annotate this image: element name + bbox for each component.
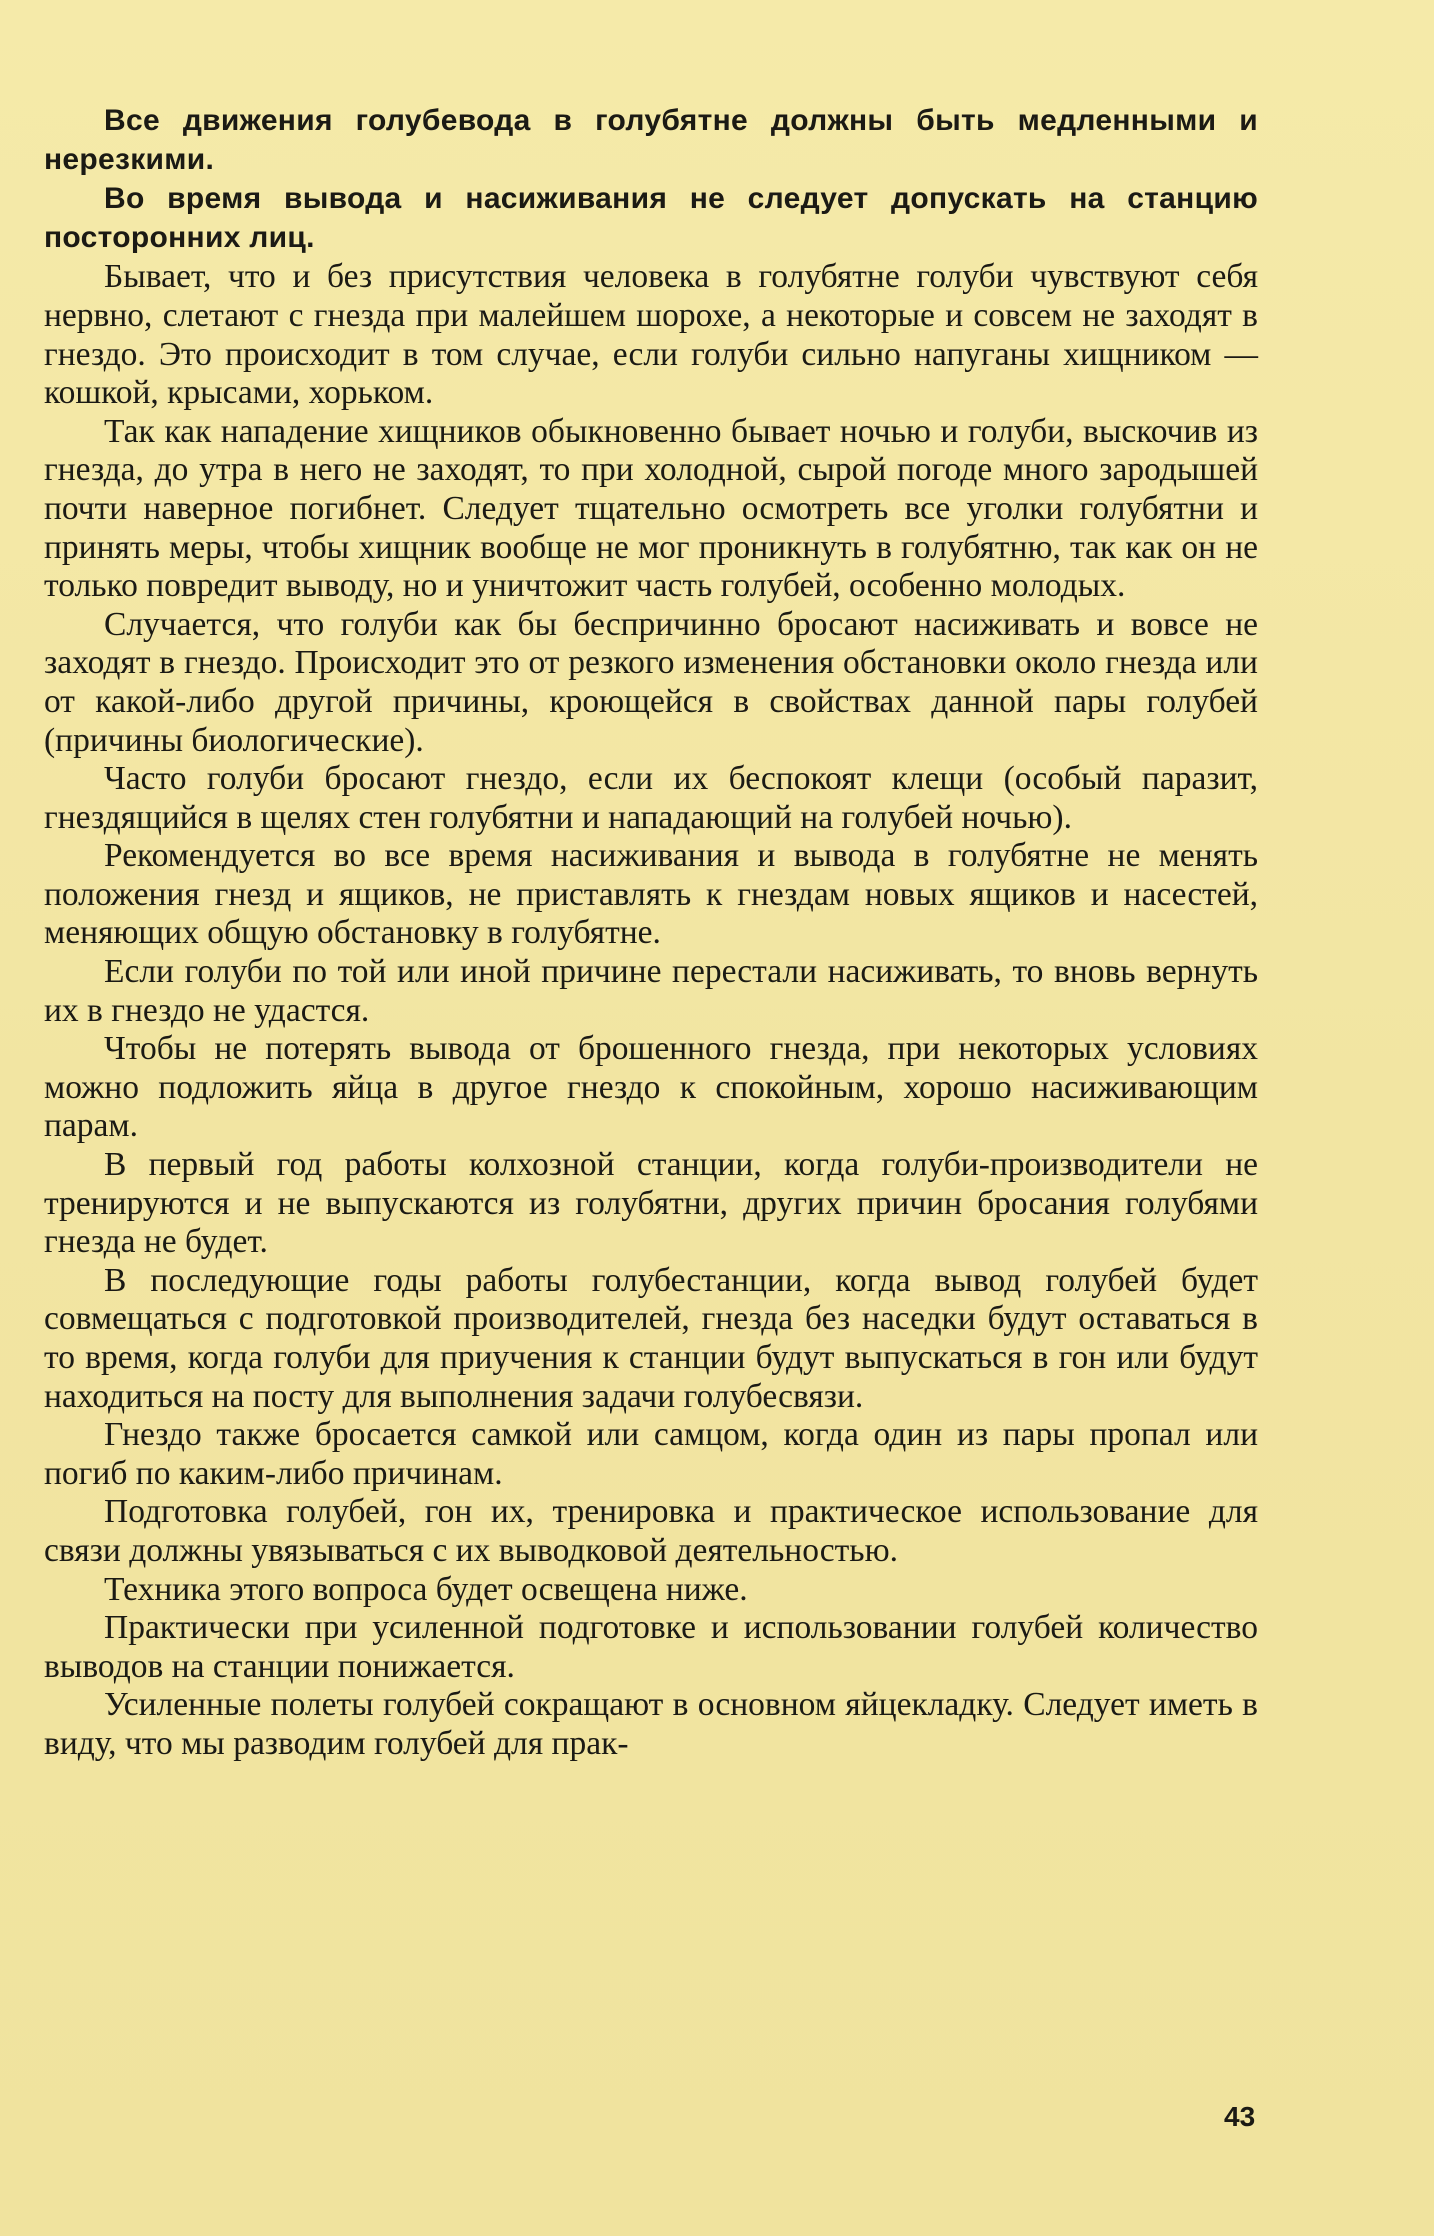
paragraph: Усиленные полеты голубей сокращают в основном яйцекладку. Следует иметь в виду, что мы разводим голубей для прак- bbox=[44, 1686, 1258, 1762]
paragraph: Рекомендуется во все время насиживания и вывода в голубятне не менять положения гнезд и ящиков, не приставлять к гнездам новых ящиков и насестей, меняющих общую обстановку в голубятне. bbox=[44, 837, 1258, 952]
paragraph: Бывает, что и без присутствия человека в голубятне голуби чувствуют себя нервно, слетают с гнезда при малейшем шорохе, а некоторые и совсем не заходят в гнездо. Это происходит в том случае, если голуби сильно напуганы хищником — кошкой, крысами, хорьком. bbox=[44, 258, 1258, 412]
paragraph: Так как нападение хищников обыкновенно бывает ночью и голуби, выскочив из гнезда, до утра в него не заходят, то при холодной, сырой погоде много зародышей почти наверное погибнет. Следует тщательно осмотреть все уголки голубятни и принять меры, чтобы хищник вообще не мог проникнуть в голубятню, так как он не только повредит выводу, но и уничтожит часть голубей, особенно молодых. bbox=[44, 412, 1258, 605]
paragraph: Если голуби по той или иной причине перестали насиживать, то вновь вернуть их в гнездо не удастся. bbox=[44, 953, 1258, 1029]
paragraph: Случается, что голуби как бы беспричинно бросают насиживать и вовсе не заходят в гнездо. Происходит это от резкого изменения обстановки около гнезда или от какой-либо другой причины, кроющейся в свойствах данной пары голубей (причины биологические). bbox=[44, 605, 1258, 759]
page-number: 43 bbox=[1224, 2101, 1256, 2132]
paragraph: Все движения голубевода в голубятне должны быть медленными и нерезкими. bbox=[44, 104, 1258, 176]
paragraph: Чтобы не потерять вывода от брошенного гнезда, при некоторых условиях можно подложить яйца в другое гнездо к спокойным, хорошо насиживающим парам. bbox=[44, 1030, 1258, 1145]
paragraph: В последующие годы работы голубестанции, когда вывод голубей будет совмещаться с подготовкой производителей, гнезда без наседки будут оставаться в то время, когда голуби для приучения к станции будут выпускаться в гон или будут находиться на посту для выполнения задачи голубесвязи. bbox=[44, 1261, 1258, 1415]
paragraph: Практически при усиленной подготовке и использовании голубей количество выводов на станции понижается. bbox=[44, 1609, 1258, 1685]
paragraph: Во время вывода и насиживания не следует допускать на станцию посторонних лиц. bbox=[44, 182, 1258, 254]
paragraph: Техника этого вопроса будет освещена ниже. bbox=[104, 1570, 748, 1608]
paragraph: Часто голуби бросают гнездо, если их беспокоят клещи (особый паразит, гнездящийся в щелях стен голубятни и нападающий на голубей ночью). bbox=[44, 760, 1258, 836]
paragraph: Подготовка голубей, гон их, тренировка и практическое использование для связи должны увязываться с их выводковой деятельностью. bbox=[44, 1493, 1258, 1569]
paragraph: Гнездо также бросается самкой или самцом, когда один из пары пропал или погиб по каким-либо причинам. bbox=[44, 1416, 1258, 1492]
paragraph: В первый год работы колхозной станции, когда голуби-производители не тренируются и не выпускаются из голубятни, других причин бросания голубями гнезда не будет. bbox=[44, 1146, 1258, 1261]
page-text bbox=[44, 102, 1258, 1764]
